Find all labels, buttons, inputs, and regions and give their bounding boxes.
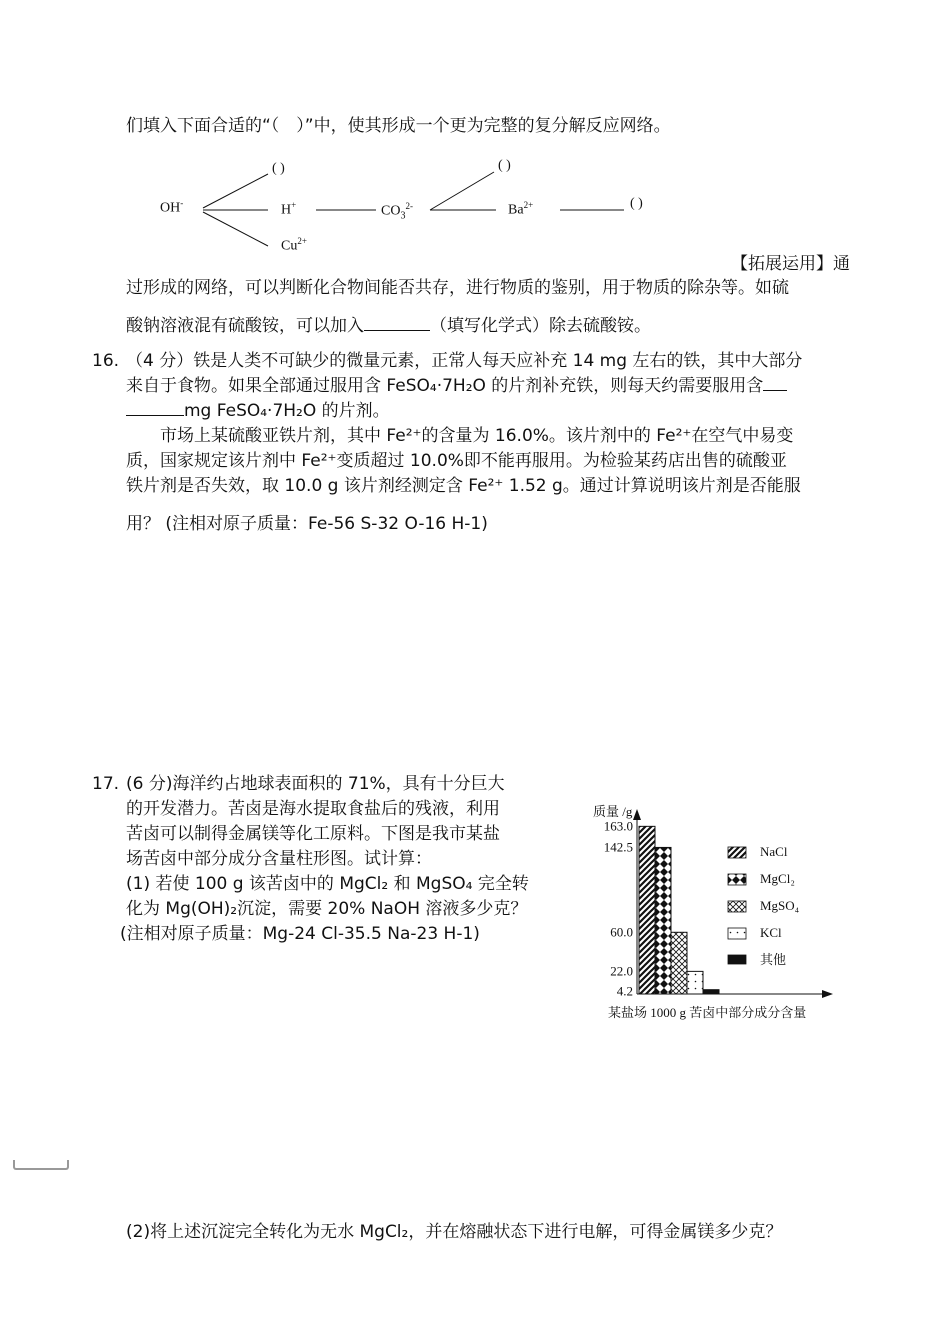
legend-label: MgSO₄ bbox=[760, 898, 800, 913]
y-axis-label: 质量 /g bbox=[593, 804, 633, 819]
q17-line-7: (注相对原子质量：Mg-24 Cl-35.5 Na-23 H-1) bbox=[120, 924, 480, 944]
legend-label: MgCl₂ bbox=[760, 871, 795, 886]
extension-line-2: 过形成的网络，可以判断化合物间能否共存，进行物质的鉴别，用于物质的除杂等。如硫 bbox=[126, 278, 789, 298]
q17-line-1: (6 分)海洋约占地球表面积的 71%，具有十分巨大 bbox=[126, 774, 505, 794]
q17-line-6: 化为 Mg(OH)₂沉淀，需要 20% NaOH 溶液多少克？ bbox=[126, 899, 528, 919]
ion-cu: $Cu^{2+}$ bbox=[281, 236, 307, 254]
legend-swatch bbox=[728, 874, 746, 885]
y-tick-label: 163.0 bbox=[603, 818, 633, 834]
legend-label: KCl bbox=[760, 925, 782, 940]
blank-paren-3: ( ) bbox=[630, 196, 643, 211]
ion-h: H+ bbox=[281, 200, 297, 218]
legend-swatch bbox=[728, 847, 746, 858]
q16-number: 16. bbox=[92, 351, 120, 371]
line-co3-paren bbox=[430, 172, 494, 210]
q17-number: 17. bbox=[92, 774, 120, 794]
bar-chart bbox=[580, 796, 850, 1028]
bar-mgso4 bbox=[671, 932, 687, 994]
ion-oh: OH- bbox=[160, 198, 184, 216]
legend-swatch bbox=[728, 901, 746, 912]
y-tick-label: 60.0 bbox=[610, 924, 633, 940]
q16-line-4: 市场上某硫酸亚铁片剂，其中 Fe²⁺的含量为 16.0%。该片剂中的 Fe²⁺在空气中易变 bbox=[160, 426, 794, 446]
blank-paren-1: ( ) bbox=[272, 161, 285, 176]
q17-line-4: 场苦卤中部分成分含量柱形图。试计算： bbox=[126, 849, 432, 869]
line-oh-paren bbox=[203, 174, 268, 208]
answer-blank[interactable] bbox=[364, 314, 430, 331]
extension-heading: 【拓展运用】通 bbox=[731, 254, 850, 274]
network-lines bbox=[0, 150, 700, 260]
x-axis-arrow bbox=[822, 990, 833, 998]
bar-kcl bbox=[687, 971, 703, 994]
y-tick-label: 142.5 bbox=[603, 839, 633, 855]
legend-label: NaCl bbox=[760, 844, 788, 859]
q16-line-6: 铁片剂是否失效，取 10.0 g 该片剂经测定含 Fe²⁺ 1.52 g。通过计算说明该片剂是否能服 bbox=[126, 476, 801, 496]
bar-mgcl2 bbox=[655, 847, 671, 994]
legend-swatch bbox=[728, 955, 746, 964]
scan-mark bbox=[13, 1160, 69, 1170]
blank-paren-2: ( ) bbox=[498, 158, 511, 173]
q17-part-2: (2)将上述沉淀完全转化为无水 MgCl₂，并在熔融状态下进行电解，可得金属镁多少克？ bbox=[126, 1222, 783, 1242]
q16-line-7: 用？ (注相对原子质量：Fe-56 S-32 O-16 H-1) bbox=[126, 514, 488, 534]
q17-line-3: 苦卤可以制得金属镁等化工原料。下图是我市某盐 bbox=[126, 824, 500, 844]
legend-swatch bbox=[728, 928, 746, 939]
q16-line-5: 质，国家规定该片剂中 Fe²⁺变质超过 10.0%即不能再服用。为检验某药店出售的硫酸亚 bbox=[126, 451, 787, 471]
bar-nacl bbox=[639, 826, 655, 994]
ion-co3: $CO_3^{2-}$ bbox=[381, 201, 413, 222]
q17-line-2: 的开发潜力。苦卤是海水提取食盐后的残液，利用 bbox=[126, 799, 500, 819]
q16-line-1: （4 分）铁是人类不可缺少的微量元素，正常人每天应补充 14 mg 左右的铁，其中大部分 bbox=[126, 351, 803, 371]
y-tick-label: 22.0 bbox=[610, 963, 633, 979]
chart-title: 某盐场 1000 g 苦卤中部分成分含量 bbox=[608, 1005, 807, 1020]
intro-line: 们填入下面合适的“（ ）”中，使其形成一个更为完整的复分解反应网络。 bbox=[126, 116, 671, 136]
legend-label: 其他 bbox=[760, 952, 787, 967]
y-axis-arrow bbox=[633, 809, 641, 820]
ion-ba: $Ba^{2+}$ bbox=[508, 200, 534, 218]
line-oh-cu bbox=[203, 212, 268, 246]
q16-line-3: mg FeSO₄·7H₂O 的片剂。 bbox=[126, 399, 390, 423]
extension-line-3: 酸钠溶液混有硫酸铵，可以加入 （填写化学式）除去硫酸铵。 bbox=[126, 316, 651, 336]
q16-answer-blank-b[interactable] bbox=[126, 399, 184, 416]
q16-line-2: 来自于食物。如果全部通过服用含 FeSO₄·7H₂O 的片剂补充铁，则每天约需要服用含 bbox=[126, 374, 787, 398]
q17-line-5: (1) 若使 100 g 该苦卤中的 MgCl₂ 和 MgSO₄ 完全转 bbox=[126, 874, 529, 894]
q16-answer-blank-a[interactable] bbox=[763, 374, 787, 391]
y-tick-label: 4.2 bbox=[616, 983, 633, 999]
bar-其他 bbox=[703, 990, 719, 994]
